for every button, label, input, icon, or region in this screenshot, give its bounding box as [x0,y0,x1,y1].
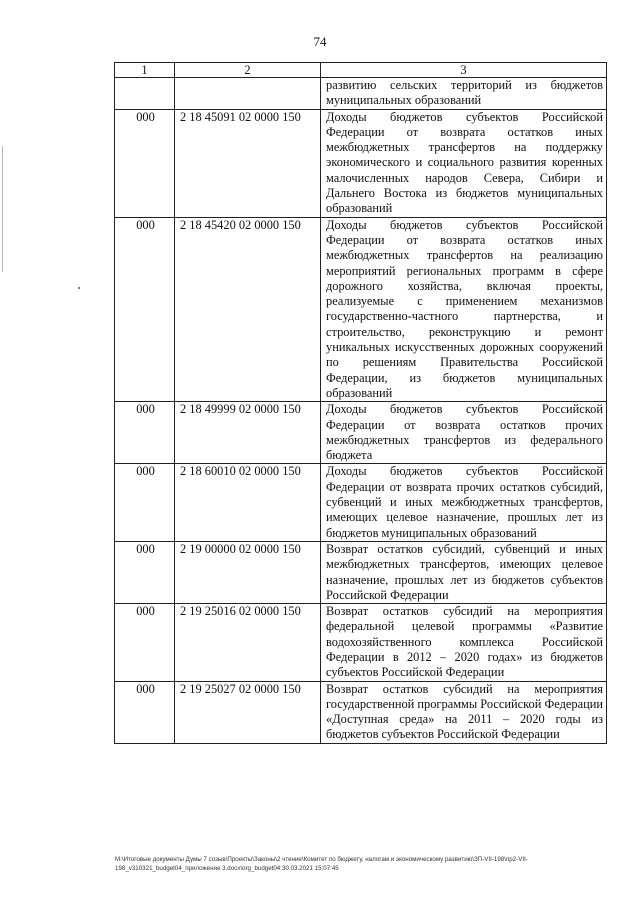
admin-code-cell: 000 [115,402,175,464]
budget-code-cell: 2 18 49999 02 0000 150 [175,402,321,464]
admin-code-cell [115,78,175,110]
description-cell: Возврат остатков субсидий на мероприятия федеральной целевой программы «Развитие водохозяйственного комплекса Российской Федерации в 2012 – 2020 годах» из бюджетов субъектов Российской Федерации [321,604,607,681]
table-row [115,78,607,110]
table-row [115,464,607,541]
budget-code-cell: 2 18 60010 02 0000 150 [175,464,321,541]
budget-code-cell: 2 19 25016 02 0000 150 [175,604,321,681]
budget-codes-table [114,62,607,744]
budget-code-cell: 2 19 25027 02 0000 150 [175,681,321,743]
description-cell: Доходы бюджетов субъектов Российской Федерации от возврата остатков иных межбюджетных трансфертов на поддержку экономического и социального развития коренных малочисленных народов Севера, Сибири и Дальнего Востока из бюджетов муниципальных образований [321,109,607,217]
column-header-2: 2 [175,63,321,78]
admin-code-cell: 000 [115,464,175,541]
page-number: 74 [313,34,327,49]
table-row [115,541,607,603]
margin-scan-line [2,146,3,272]
budget-code-cell [175,78,321,110]
budget-code-cell: 2 19 00000 02 0000 150 [175,541,321,603]
admin-code-cell: 000 [115,217,175,402]
table-row [115,681,607,743]
description-cell: Возврат остатков субсидий на мероприятия государственной программы Российской Федерации «Доступная среда» на 2011 – 2020 годы из бюджетов субъектов Российской Федерации [321,681,607,743]
table-row [115,604,607,681]
column-header-1: 1 [115,63,175,78]
admin-code-cell: 000 [115,604,175,681]
table-row [115,402,607,464]
admin-code-cell: 000 [115,681,175,743]
table-row [115,109,607,217]
table-header-row [115,63,607,78]
table-row [115,217,607,402]
footer-line-2: 198_v310321_budget04_приложение 3.docx\org_budget04:30.03.2021 15:07:45 [115,865,339,872]
description-cell: Доходы бюджетов субъектов Российской Федерации от возврата прочих остатков субсидий, субвенций и иных межбюджетных трансфертов, имеющих целевое назначение, прошлых лет из бюджетов муниципальных образований [321,464,607,541]
scan-speck [78,287,80,289]
description-cell: Доходы бюджетов субъектов Российской Федерации от возврата остатков иных межбюджетных трансфертов на реализацию мероприятий региональных программ в сфере дорожного хозяйства, включая проекты, реализуемые с применением механизмов государственно-частного партнерства, и строительство, реконструкцию и ремонт уникальных искусственных дорожных сооружений по решениям Правительства Российской Федерации, из бюджетов муниципальных образований [321,217,607,402]
budget-code-cell: 2 18 45091 02 0000 150 [175,109,321,217]
budget-code-cell: 2 18 45420 02 0000 150 [175,217,321,402]
file-path-footer [115,855,615,873]
description-cell: Доходы бюджетов субъектов Российской Федерации от возврата остатков прочих межбюджетных трансфертов из федерального бюджета [321,402,607,464]
column-header-3: 3 [321,63,607,78]
footer-line-1: М:\Итоговые документы Думы 7 созыв\Проекты\Законы\2 чтение\Комитет по бюджету, налогам и экономическому развитию\ЗП-VII-198\пр2-VII- [115,856,528,863]
admin-code-cell: 000 [115,109,175,217]
description-cell: Возврат остатков субсидий, субвенций и иных межбюджетных трансфертов, имеющих целевое назначение, прошлых лет из бюджетов субъектов Российской Федерации [321,541,607,603]
description-cell: развитию сельских территорий из бюджетов муниципальных образований [321,78,607,110]
admin-code-cell: 000 [115,541,175,603]
